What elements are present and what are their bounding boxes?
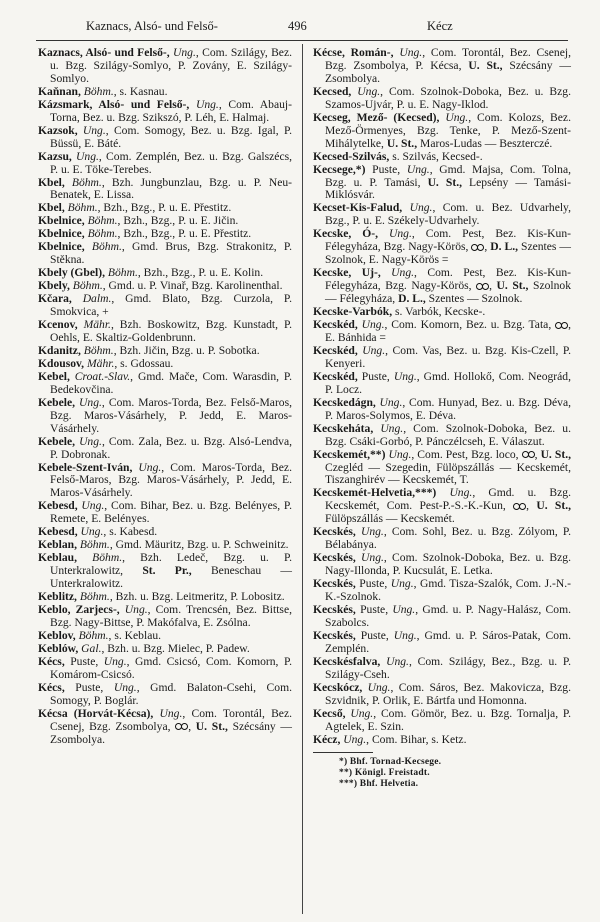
entry-text: , Com. Maros-Torda, Bez. Felső-Maros, Bzg. Maros-Vásárhely, P. Jedd, E. Maros-Vásárhely. xyxy=(50,460,292,500)
entry-region: Böhm. xyxy=(87,214,118,228)
entry-region: Ung. xyxy=(361,551,384,565)
entry-text: , xyxy=(489,279,497,293)
entry-text: , Com. Szolnok-Doboka, Bez. u. Bzg. Nagy-Illonda, P. Kucsulát, E. Letka. xyxy=(325,551,571,578)
entry-text: , Gmd. u. P. Sáros-Patak, Com. Zemplén. xyxy=(325,628,571,655)
entry-headword: Kčara, xyxy=(38,292,83,306)
entry-text: Puste, xyxy=(360,602,393,616)
gazetteer-entry xyxy=(38,552,292,591)
entry-text: , Gmd. u. P. Vinař, Bzg. Karolinenthal. xyxy=(102,279,283,293)
entry-text: , Gmd. Csicsó, Com. Komorn, P. Komárom-Csicsó. xyxy=(50,654,293,681)
gazetteer-entry xyxy=(38,151,292,177)
gazetteer-entry xyxy=(38,708,292,747)
entry-text: , Com. Pest, Bzg. loco, xyxy=(411,447,522,461)
entry-headword: Kecskeháta, xyxy=(313,421,381,435)
entry-region: Ung. xyxy=(76,149,99,163)
entry-headword: Kecső, xyxy=(313,706,351,720)
entry-text: , Bzh. Boskowitz, Bzg. Kunstadt, P. Oehls, E. Skaltiz-Goldenbrunn. xyxy=(50,318,293,344)
gazetteer-entry xyxy=(313,604,571,630)
entry-region: Ung. xyxy=(362,343,386,357)
entry-headword: Kebele, xyxy=(38,395,80,409)
entry-text: , Bzh., Bzg., P. u. E. Jičin. xyxy=(117,214,239,228)
gazetteer-entry xyxy=(38,656,292,682)
entry-text: , Com. Torontál, Bez. Csenej, Bzg. Zsombolya, P. Kécsa, xyxy=(325,46,571,72)
entry-text: , Bzh. Ledeč, Bzg. u. P. Unterkralowitz, xyxy=(50,551,292,578)
entry-text: , Com. Komorn, Bez. u. Bzg. Tata, xyxy=(384,318,556,332)
entry-region: Ung. xyxy=(124,602,148,616)
gazetteer-entry xyxy=(313,267,571,306)
entry-headword: Kecskéd, xyxy=(313,343,363,357)
gazetteer-entry xyxy=(313,345,571,371)
entry-text: , Com. Zemplén, Bez. u. Bzg. Galszécs, P. u. E. Töke-Terebes. xyxy=(50,149,292,176)
entry-headword: Kecskéd, xyxy=(313,318,362,332)
entry-headword: Kebele-Szent-Iván, xyxy=(38,460,139,474)
railway-station-icon xyxy=(522,451,535,458)
entry-region: Böhm. xyxy=(78,628,109,642)
gazetteer-entry xyxy=(313,86,571,112)
footnote: **) Königl. Freistadt. xyxy=(339,768,430,779)
entry-bold-text: U. St., xyxy=(540,447,571,461)
entry-headword: Kécs, xyxy=(38,654,71,668)
entry-region: Ung. xyxy=(390,577,414,591)
entry-text: , xyxy=(534,447,541,461)
entry-headword: Kbelnice, xyxy=(38,227,88,241)
gazetteer-entry xyxy=(313,112,571,151)
entry-text: , Com. Somogy, Bez. u. Bzg. Igal, P. Büssü, E. Báté. xyxy=(50,123,292,150)
entry-region: Ung. xyxy=(113,680,137,694)
entry-region: Ung. xyxy=(159,706,183,720)
entry-region: Böhm. xyxy=(67,201,98,215)
entry-region: Ung. xyxy=(350,706,374,720)
entry-region: Dalm. xyxy=(82,292,112,306)
entry-region: Böhm. xyxy=(107,266,138,280)
entry-headword: Kazsok, xyxy=(38,123,83,137)
entry-region: Ung. xyxy=(357,84,381,98)
header-rule xyxy=(36,40,568,41)
entry-region: Ung. xyxy=(445,110,469,124)
gazetteer-entry xyxy=(313,708,571,734)
entry-headword: Kecskócz, xyxy=(313,680,368,694)
entry-text: Puste, xyxy=(75,680,114,694)
entry-region: Ung. xyxy=(81,499,105,513)
entry-headword: Kbely (Gbel), xyxy=(38,266,108,280)
entry-headword: Kecsed, xyxy=(313,84,358,98)
gazetteer-entry xyxy=(313,630,571,656)
entry-region: Ung. xyxy=(380,421,404,435)
entry-headword: Kecskemét-Helvetia,***) xyxy=(313,486,450,500)
entry-text: , Gmd. u. Bzg. Kecskemét, Com. Pest-P.-S.-K.-Kun, xyxy=(325,486,571,513)
entry-text: , Com. Pest, Bez. Kis-Kun-Félegyháza, Bzg. Nagy-Körös, xyxy=(325,227,572,254)
entry-text: Lepsény — Tamási-Miklósvár. xyxy=(325,175,571,202)
gazetteer-entry xyxy=(313,487,571,526)
entry-region: Ung. xyxy=(409,201,433,215)
entry-headword: Keblo, Zarjecs-, xyxy=(38,602,125,616)
entry-bold-text: U. St., xyxy=(427,175,462,189)
entry-text: Czegléd — Szegedin, Fülöpszállás — Kecskemét, Tiszanghirév — Kecskemét, T. xyxy=(325,460,571,487)
entry-region: Böhm. xyxy=(83,84,114,98)
entry-headword: Kecset-Kis-Falud, xyxy=(313,201,410,215)
entry-text: , Com. Szilágy, Bez. u. Bzg. Szilágy-Somlyo, P. Zovány, E. Szilágy-Somlyo. xyxy=(50,46,292,85)
entry-headword: Kecske, Ó-, xyxy=(313,227,390,241)
entry-text: Puste, xyxy=(360,628,394,642)
entry-text: , Bzh. Jičin, Bzg. u. P. Sobotka. xyxy=(113,343,260,357)
entry-text: , Com. Bihar, Bez. u. Bzg. Belényes, P. Remete, E. Belényes. xyxy=(50,499,292,526)
entry-headword: Kécs, xyxy=(38,680,76,694)
entry-headword: Keblau, xyxy=(38,551,93,565)
entry-text: Szécsány — Zsombolya. xyxy=(325,58,571,85)
entry-headword: Kecskés, xyxy=(313,628,361,642)
gazetteer-entry xyxy=(313,578,571,604)
gazetteer-entry xyxy=(313,371,571,397)
entry-text: Beneschau — Unterkralowitz. xyxy=(50,564,292,591)
footnote-rule xyxy=(313,752,373,753)
entry-text: , xyxy=(188,719,196,733)
entry-region: Ung. xyxy=(389,227,412,241)
entry-region: Ung. xyxy=(195,97,219,111)
gazetteer-entry xyxy=(313,656,571,682)
entry-text: , Com. u. Bez. Udvarhely, Bzg., P. u. E. Székely-Udvarhely. xyxy=(325,201,572,228)
entry-headword: Kecskés, xyxy=(313,602,361,616)
entry-headword: Kecskés, xyxy=(313,525,361,539)
entry-text: , Com. Szolnok-Doboka, Bez. u. Bzg. Szamos-Ujvár, P. u. E. Nagy-Iklod. xyxy=(325,84,571,111)
gazetteer-entry xyxy=(313,164,571,203)
entry-headword: Kécz, xyxy=(313,732,344,746)
entry-headword: Kdanitz, xyxy=(38,343,84,357)
entry-region: Ung. xyxy=(386,654,409,668)
entry-bold-text: U. St., xyxy=(386,136,418,150)
entry-text: , s. Kabesd. xyxy=(103,525,158,539)
entry-region: Ung. xyxy=(80,525,104,539)
entry-text: Szécsány — Zsombolya. xyxy=(50,719,293,746)
entry-text: , Bzh. Jungbunzlau, Bzg. u. P. Neu-Benatek, E. Lissa. xyxy=(50,175,292,202)
entry-headword: Kaznacs, Alsó- und Felső-, xyxy=(38,46,173,59)
gazetteer-entry xyxy=(313,682,571,708)
entry-region: Ung. xyxy=(388,447,412,461)
gazetteer-entry xyxy=(38,99,292,125)
entry-region: Ung. xyxy=(393,628,417,642)
entry-region: Ung. xyxy=(361,318,385,332)
entry-headword: Kebel, xyxy=(38,369,75,383)
gazetteer-entry xyxy=(38,604,292,630)
gazetteer-entry xyxy=(38,436,292,462)
entry-text: , Com. Kolozs, Bez. Mező-Örmenyes, Bzg. Tenke, P. Mező-Szent-Mihálytelke, xyxy=(325,110,571,150)
entry-headword: Keblan, xyxy=(38,538,80,552)
entry-headword: Kecskedágn, xyxy=(313,395,380,409)
entry-bold-text: D. L., xyxy=(398,292,426,306)
gazetteer-entry xyxy=(38,462,292,501)
entry-text: s. Varbók, Kecske-. xyxy=(395,305,486,319)
railway-station-icon xyxy=(175,723,188,730)
gazetteer-entry xyxy=(38,293,292,319)
entry-headword: Keblów, xyxy=(38,641,82,655)
entry-headword: Kebesd, xyxy=(38,525,81,539)
entry-headword: Kázsmark, Alsó- und Felső-, xyxy=(38,97,196,111)
entry-text: , Com. Torontál, Bez. Csenej, Bzg. Zsombolya, xyxy=(50,706,292,733)
entry-text: , Com. Szilágy, Bez., Bzg. u. P. Szilágy-Cseh. xyxy=(325,654,571,681)
entry-text: , Gmd. Mače, Com. Warasdin, P. Bedekovčina. xyxy=(50,369,292,396)
entry-headword: Kbelnice, xyxy=(38,214,88,228)
entry-region: Ung. xyxy=(406,162,430,176)
entry-headword: Kecsege,*) xyxy=(313,162,373,176)
entry-text: , s. Kasnau. xyxy=(113,84,168,98)
entry-region: Böhm. xyxy=(79,538,110,552)
entry-text: s. Szilvás, Kecsed-. xyxy=(392,149,483,163)
entry-text: , Com. Hunyad, Bez. u. Bzg. Déva, P. Maros-Solymos, E. Déva. xyxy=(325,395,571,422)
entry-headword: Kecskéd, xyxy=(313,369,362,383)
entry-text: , Gmd. Hollokő, Com. Neográd, P. Locz. xyxy=(325,369,571,396)
entry-region: Ung. xyxy=(392,602,416,616)
entry-headword: Kécse, Román-, xyxy=(313,46,400,59)
entry-region: Ung. xyxy=(360,525,384,539)
entry-region: Ung. xyxy=(82,123,106,137)
entry-region: Ung. xyxy=(79,395,102,409)
entry-text: , s. Gdossau. xyxy=(114,356,174,370)
entry-headword: Kazsu, xyxy=(38,149,77,163)
gazetteer-entry xyxy=(313,526,571,552)
entry-text: , Com. Maros-Torda, Bez. Felső-Maros, Bzg. Maros-Vásárhely, P. Jedd, E. Maros-Vásárhely. xyxy=(50,395,293,435)
entry-headword: Kecske-Varbók, xyxy=(313,305,396,319)
gazetteer-entry xyxy=(313,423,571,449)
gazetteer-entry xyxy=(313,397,571,423)
entry-headword: Kdousov, xyxy=(38,356,87,370)
entry-text: , Gmd. Balaton-Csehi, Com. Somogy, P. Boglár. xyxy=(50,680,293,707)
entry-text: , Com. Sáros, Bez. Makovicza, Bzg. Szvidnik, P. Orlik, E. Bártfa und Homonna. xyxy=(325,680,572,707)
gazetteer-entry xyxy=(38,125,292,151)
gazetteer-entry xyxy=(38,682,292,708)
entry-text: Maros-Ludas — Beszterczé. xyxy=(417,136,553,150)
gazetteer-entry xyxy=(38,241,292,267)
entry-text: , Com. Trencsén, Bez. Bittse, Bzg. Nagy-Bittse, P. Makófalva, E. Zsólna. xyxy=(50,602,292,629)
entry-bold-text: U. St., xyxy=(536,499,572,513)
entry-bold-text: U. St., xyxy=(496,279,529,293)
left-column xyxy=(38,47,292,746)
entry-headword: Kecske, Uj-, xyxy=(313,266,392,280)
entry-headword: Kbely, xyxy=(38,279,73,293)
entry-region: Ung. xyxy=(391,266,415,280)
running-head-right: Kécz xyxy=(427,19,453,33)
entry-text: Puste, xyxy=(361,369,394,383)
gazetteer-entry xyxy=(313,47,571,86)
entry-text: , Bzh., Bzg., P. u. E. Přestitz. xyxy=(97,201,232,215)
entry-headword: Kecseg, Mező- (Kecsed), xyxy=(313,110,446,124)
entry-region: Böhm. xyxy=(83,343,114,357)
entry-text: , Com. Szolnok-Doboka, Bez. u. Bzg. Csáki-Gorbó, P. Pánczélcseh, E. Válaszut. xyxy=(325,421,571,448)
entry-region: Mähr. xyxy=(83,318,111,332)
entry-headword: Kecskésfalva, xyxy=(313,654,387,668)
entry-bold-text: U. St., xyxy=(468,58,503,72)
gazetteer-entry xyxy=(38,47,292,86)
right-column xyxy=(313,47,571,790)
entry-text: , Com. Abauj-Torna, Bez. u. Bzg. Szikszó, P. Léh, E. Halmaj. xyxy=(50,97,292,124)
gazetteer-entry xyxy=(313,734,571,747)
entry-region: Böhm. xyxy=(71,175,102,189)
entry-region: Böhm. xyxy=(87,227,118,241)
gazetteer-entry xyxy=(38,177,292,203)
entry-text: , Bzh. u. Bzg. Mielec, P. Padew. xyxy=(101,641,250,655)
gazetteer-entry xyxy=(38,319,292,345)
gazetteer-entry xyxy=(38,371,292,397)
entry-text: Szentes — Szolnok, E. Nagy-Körös = xyxy=(325,240,572,267)
entry-text: , Gmd. Blato, Bzg. Curzola, P. Smokvica, + xyxy=(50,292,292,319)
entry-text: , Com. Zala, Bez. u. Bzg. Alsó-Lendva, P. Dobronak. xyxy=(50,434,292,461)
railway-station-icon xyxy=(476,283,489,290)
entry-text: , xyxy=(526,499,537,513)
entry-text: Fülöpszállás — Kecskemét. xyxy=(325,512,455,526)
gazetteer-entry xyxy=(313,319,571,345)
railway-station-icon xyxy=(555,322,568,329)
entry-region: Mähr. xyxy=(86,356,115,370)
entry-region: Ung. xyxy=(399,46,423,59)
entry-bold-text: St. Pr., xyxy=(142,564,192,578)
entry-text: , Gmd. Tisza-Szalók, Com. J.-N.-K.-Szolnok. xyxy=(325,577,571,604)
entry-text: Puste, xyxy=(359,577,391,591)
entry-region: Böhm. xyxy=(91,240,122,254)
footnote: *) Bhf. Tornad-Kecsege. xyxy=(339,757,442,768)
running-head-left: Kaznacs, Alsó- und Felső- xyxy=(86,19,218,33)
entry-region: Böhm. xyxy=(79,590,110,604)
gazetteer-entry xyxy=(38,500,292,526)
entry-headword: Kécsa (Horvát-Kécsa), xyxy=(38,706,160,720)
entry-headword: Kecskés, xyxy=(313,577,360,591)
column-divider xyxy=(302,44,303,914)
entry-region: Böhm. xyxy=(92,551,123,565)
entry-text: , Com. Sohl, Bez. u. Bzg. Zólyom, P. Bélabánya. xyxy=(325,525,571,552)
entry-text: , Com. Vas, Bez. u. Bzg. Kis-Czell, P. Kenyeri. xyxy=(325,343,571,370)
entry-text: , Bzh. u. Bzg. Leitmeritz, P. Lobositz. xyxy=(109,590,285,604)
entry-region: Ung. xyxy=(379,395,403,409)
entry-headword: Kbel, xyxy=(38,201,68,215)
entry-text: , Com. Gömör, Bez. u. Bzg. Tornalja, P. Agtelek, E. Szin. xyxy=(325,706,571,733)
entry-region: Böhm. xyxy=(72,279,103,293)
entry-text: , Gmd. Mäuritz, Bzg. u. P. Schweinitz. xyxy=(109,538,289,552)
entry-text: , E. Bánhida = xyxy=(325,318,571,344)
entry-headword: Kecsed-Szilvás, xyxy=(313,149,393,163)
entry-region: Ung. xyxy=(367,680,391,694)
gazetteer-entry xyxy=(38,397,292,436)
entry-text: Szentes — Szolnok. xyxy=(425,292,523,306)
entry-headword: Kbelnice, xyxy=(38,240,92,254)
railway-station-icon xyxy=(471,244,484,251)
entry-text: Puste, xyxy=(70,654,104,668)
entry-text: Puste, xyxy=(372,162,407,176)
entry-region: Ung. xyxy=(173,46,196,59)
entry-headword: Keblitz, xyxy=(38,590,80,604)
entry-region: Ung. xyxy=(138,460,162,474)
entry-text: Szolnok — Félegyháza, xyxy=(325,279,571,306)
gazetteer-entry xyxy=(313,202,571,228)
entry-region: Ung. xyxy=(103,654,127,668)
entry-headword: Kebele, xyxy=(38,434,80,448)
entry-headword: Kebesd, xyxy=(38,499,82,513)
entry-bold-text: D. L., xyxy=(490,240,519,254)
gazetteer-entry xyxy=(313,228,571,267)
gazetteer-entry xyxy=(313,552,571,578)
entry-region: Croat.-Slav. xyxy=(74,369,131,383)
entry-headword: Kecskés, xyxy=(313,551,362,565)
entry-text: , s. Keblau. xyxy=(108,628,162,642)
entry-headword: Keblov, xyxy=(38,628,79,642)
entry-text: , Com. Pest, Bez. Kis-Kun-Félegyháza, Bzg. Nagy-Körös, xyxy=(325,266,571,293)
page-number: 496 xyxy=(288,19,307,33)
entry-headword: Kcenov, xyxy=(38,318,84,332)
entry-text: , xyxy=(484,240,491,254)
entry-text: , Bzh., Bzg., P. u. E. Přestitz. xyxy=(117,227,252,241)
entry-headword: Kecskemét,**) xyxy=(313,447,389,461)
entry-region: Gal. xyxy=(81,641,102,655)
entry-text: , Gmd. Majsa, Com. Tolna, Bzg. u. P. Tamási, xyxy=(325,162,571,189)
gazetteer-entry xyxy=(313,449,571,488)
entry-text: , Bzh., Bzg., P. u. E. Kolin. xyxy=(137,266,264,280)
entry-region: Ung. xyxy=(343,732,367,746)
entry-text: , Gmd. Brus, Bzg. Strakonitz, P. Stěkna. xyxy=(50,240,292,267)
entry-headword: Kaňnan, xyxy=(38,84,84,98)
footnote: ***) Bhf. Helvetia. xyxy=(339,779,419,790)
entry-text: , Gmd. u. P. Nagy-Halász, Com. Szabolcs. xyxy=(325,602,572,629)
entry-text: , Com. Bihar, s. Ketz. xyxy=(366,732,467,746)
entry-region: Ung. xyxy=(449,486,473,500)
entry-headword: Kbel, xyxy=(38,175,72,189)
railway-station-icon xyxy=(513,503,526,510)
entry-region: Ung. xyxy=(393,369,417,383)
entry-region: Ung. xyxy=(79,434,102,448)
entry-bold-text: U. St., xyxy=(195,719,228,733)
